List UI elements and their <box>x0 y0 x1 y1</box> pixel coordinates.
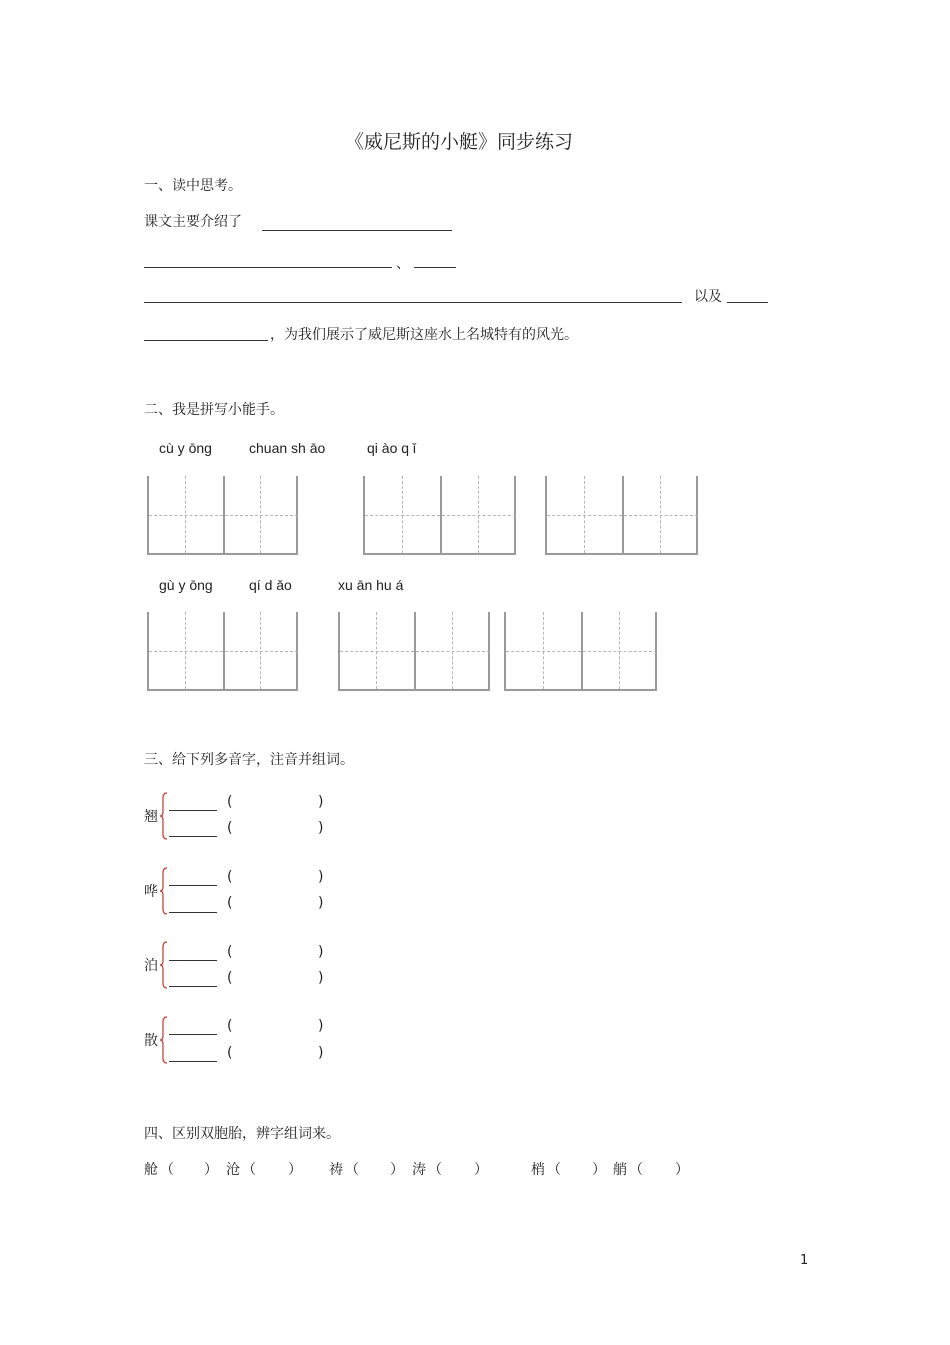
answer-line[interactable] <box>169 1034 217 1035</box>
paren-open: （ <box>547 1162 561 1178</box>
writing-grid[interactable] <box>147 476 298 555</box>
paren-close: ） <box>288 1162 302 1178</box>
brace-icon <box>160 1016 168 1064</box>
paren-close: ) <box>318 1045 324 1061</box>
paren-close: ） <box>675 1162 689 1178</box>
pinyin-3: qi ào q ǐ <box>367 440 417 456</box>
section4-heading: 四、区别双胞胎，辨字组词来。 <box>144 1126 340 1142</box>
answer-line[interactable] <box>169 885 217 886</box>
paren-open: ( <box>227 970 233 986</box>
pinyin-6: xu ān hu á <box>338 577 404 593</box>
section1-prefix: 课文主要介绍了 <box>144 214 242 230</box>
paren-open: ( <box>227 1018 233 1034</box>
paren-open: （ <box>629 1162 643 1178</box>
twin-char: 祷 <box>329 1162 343 1178</box>
blank-1[interactable] <box>262 230 452 231</box>
paren-close: ) <box>318 944 324 960</box>
twin-char: 梢 <box>531 1162 545 1178</box>
polyphone-char: 泊 <box>144 958 158 974</box>
paren-open: （ <box>428 1162 442 1178</box>
pinyin-2: chuan sh āo <box>249 440 326 456</box>
twin-char: 涛 <box>412 1162 426 1178</box>
polyphone-char: 翘 <box>144 809 158 825</box>
page-number: 1 <box>800 1253 809 1268</box>
twin-char: 艄 <box>613 1162 627 1178</box>
blank-6[interactable] <box>144 340 268 341</box>
answer-line[interactable] <box>169 1061 217 1062</box>
brace-icon <box>160 941 168 989</box>
paren-close: ） <box>390 1162 404 1178</box>
paren-close: ) <box>318 970 324 986</box>
page-title: 《威尼斯的小艇》同步练习 <box>345 131 574 153</box>
paren-open: （ <box>242 1162 256 1178</box>
writing-grid[interactable] <box>338 612 490 691</box>
blank-4[interactable] <box>144 302 682 303</box>
answer-line[interactable] <box>169 986 217 987</box>
brace-icon <box>160 792 168 840</box>
blank-3[interactable] <box>414 267 456 268</box>
section2-heading: 二、我是拼写小能手。 <box>144 402 284 418</box>
writing-grid[interactable] <box>504 612 657 691</box>
paren-close: ) <box>318 1018 324 1034</box>
writing-grid[interactable] <box>363 476 516 555</box>
brace-icon <box>160 867 168 915</box>
paren-open: （ <box>345 1162 359 1178</box>
paren-close: ) <box>318 895 324 911</box>
answer-line[interactable] <box>169 960 217 961</box>
separator: 、 <box>396 256 410 272</box>
blank-2[interactable] <box>144 267 392 268</box>
paren-open: ( <box>227 794 233 810</box>
pinyin-4: gù y ōng <box>159 577 213 593</box>
twin-char: 舱 <box>144 1162 158 1178</box>
polyphone-char: 哗 <box>144 884 158 900</box>
paren-open: （ <box>160 1162 174 1178</box>
writing-grid[interactable] <box>545 476 698 555</box>
section1-suffix: ，为我们展示了威尼斯这座水上名城特有的风光。 <box>270 327 578 343</box>
conj-yiji: 以及 <box>694 289 722 305</box>
paren-open: ( <box>227 1045 233 1061</box>
section1-heading: 一、读中思考。 <box>144 178 242 194</box>
polyphone-char: 散 <box>144 1033 158 1049</box>
paren-close: ） <box>474 1162 488 1178</box>
paren-close: ） <box>592 1162 606 1178</box>
paren-close: ) <box>318 820 324 836</box>
answer-line[interactable] <box>169 912 217 913</box>
answer-line[interactable] <box>169 810 217 811</box>
writing-grid[interactable] <box>147 612 298 691</box>
pinyin-5: qí d ǎo <box>249 577 292 593</box>
paren-close: ) <box>318 869 324 885</box>
blank-5[interactable] <box>727 302 768 303</box>
paren-close: ） <box>204 1162 218 1178</box>
paren-open: ( <box>227 895 233 911</box>
answer-line[interactable] <box>169 836 217 837</box>
section3-heading: 三、给下列多音字，注音并组词。 <box>144 752 354 768</box>
twin-char: 沧 <box>226 1162 240 1178</box>
paren-open: ( <box>227 869 233 885</box>
paren-close: ) <box>318 794 324 810</box>
paren-open: ( <box>227 820 233 836</box>
paren-open: ( <box>227 944 233 960</box>
pinyin-1: cù y ōng <box>159 440 212 456</box>
